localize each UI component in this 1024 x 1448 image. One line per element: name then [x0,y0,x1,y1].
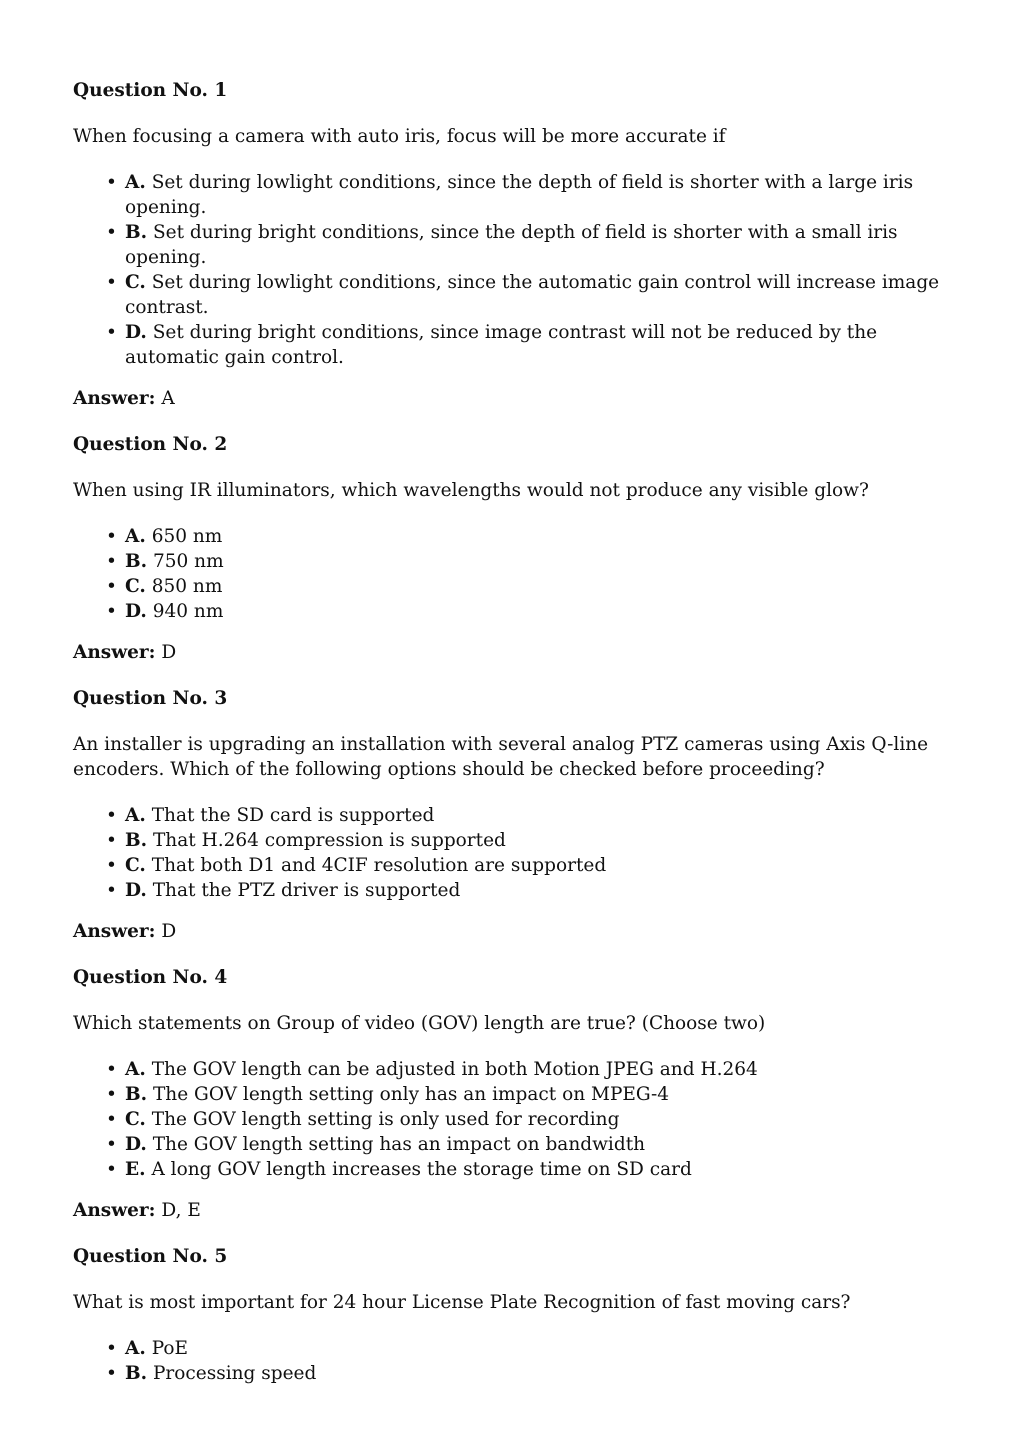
option-text: The GOV length setting has an impact on bandwidth [152,1134,646,1155]
option-letter: B. [125,222,148,243]
option-letter: D. [125,322,147,343]
bullet-icon: • [106,880,117,901]
option-text: Set during bright conditions, since the depth of field is shorter with a small iris opening. [125,222,898,268]
bullet-icon: • [106,601,117,622]
option-text: Set during lowlight conditions, since the automatic gain control will increase image contrast. [125,272,940,318]
bullet-icon: • [106,830,117,851]
bullet-icon: • [106,551,117,572]
option-item [73,220,963,270]
option-letter: D. [125,601,147,622]
option-text: 940 nm [152,601,224,622]
bullet-icon: • [106,222,117,243]
answer-line [73,386,963,411]
option-item [73,803,963,828]
question-text: An installer is upgrading an installation with several analog PTZ cameras using Axis Q-line encoders. Which of the following options should be checked before proceeding? [73,734,929,780]
option-item [73,170,963,220]
bullet-icon: • [106,272,117,293]
answer-label: Answer: [73,921,156,942]
document-page [73,78,963,1402]
option-letter: A. [125,526,146,547]
answer-value: D, E [161,1200,201,1221]
option-text: The GOV length can be adjusted in both Motion JPEG and H.264 [151,1059,758,1080]
option-text: That the PTZ driver is supported [152,880,461,901]
answer-label: Answer: [73,1200,156,1221]
option-letter: A. [125,172,146,193]
option-text: The GOV length setting only has an impact on MPEG-4 [152,1084,670,1105]
option-item [73,1336,963,1361]
bullet-icon: • [106,1338,117,1359]
bullet-icon: • [106,1059,117,1080]
option-letter: A. [125,1338,146,1359]
option-letter: A. [125,805,146,826]
question-4 [73,965,963,1223]
option-item [73,599,963,624]
option-letter: D. [125,880,147,901]
option-letter: C. [125,272,146,293]
answer-label: Answer: [73,388,156,409]
option-text: Processing speed [152,1363,317,1384]
option-letter: B. [125,1084,148,1105]
answer-line [73,640,963,665]
option-letter: C. [125,855,146,876]
option-item [73,524,963,549]
question-3 [73,686,963,944]
option-list [73,1057,963,1182]
bullet-icon: • [106,526,117,547]
option-item [73,1157,963,1182]
bullet-icon: • [106,1134,117,1155]
question-text: When using IR illuminators, which wavelengths would not produce any visible glow? [73,480,869,501]
bullet-icon: • [106,1159,117,1180]
option-text: 650 nm [151,526,223,547]
option-text: Set during lowlight conditions, since the depth of field is shorter with a large iris opening. [125,172,914,218]
option-item [73,1107,963,1132]
option-letter: B. [125,551,148,572]
question-text: When focusing a camera with auto iris, focus will be more accurate if [73,126,726,147]
option-item [73,853,963,878]
option-text: PoE [151,1338,189,1359]
bullet-icon: • [106,322,117,343]
option-item [73,1132,963,1157]
question-title: Question No. 1 [73,80,228,101]
option-text: Set during bright conditions, since image contrast will not be reduced by the automatic gain control. [125,322,878,368]
question-title: Question No. 3 [73,688,228,709]
answer-line [73,1198,963,1223]
bullet-icon: • [106,855,117,876]
option-text: That both D1 and 4CIF resolution are supported [151,855,607,876]
question-title: Question No. 5 [73,1246,228,1267]
option-item [73,1361,963,1386]
option-list [73,803,963,903]
question-5 [73,1244,963,1386]
option-item [73,1057,963,1082]
option-text: 750 nm [152,551,224,572]
option-letter: E. [125,1159,146,1180]
option-letter: C. [125,1109,146,1130]
option-item [73,1082,963,1107]
option-letter: C. [125,576,146,597]
question-title: Question No. 4 [73,967,228,988]
answer-label: Answer: [73,642,156,663]
bullet-icon: • [106,1084,117,1105]
question-1 [73,78,963,411]
option-letter: B. [125,830,148,851]
option-letter: D. [125,1134,147,1155]
option-text: That H.264 compression is supported [152,830,506,851]
option-list [73,170,963,370]
question-title: Question No. 2 [73,434,228,455]
option-letter: A. [125,1059,146,1080]
answer-value: D [161,921,177,942]
option-item [73,828,963,853]
option-letter: B. [125,1363,148,1384]
answer-value: A [161,388,175,409]
option-item [73,320,963,370]
option-item [73,574,963,599]
bullet-icon: • [106,1363,117,1384]
option-list [73,1336,963,1386]
option-item [73,270,963,320]
option-text: A long GOV length increases the storage time on SD card [151,1159,692,1180]
question-text: What is most important for 24 hour License Plate Recognition of fast moving cars? [73,1292,851,1313]
bullet-icon: • [106,1109,117,1130]
option-text: The GOV length setting is only used for recording [151,1109,620,1130]
bullet-icon: • [106,172,117,193]
option-item [73,549,963,574]
question-2 [73,432,963,665]
option-text: That the SD card is supported [151,805,435,826]
option-text: 850 nm [151,576,223,597]
answer-value: D [161,642,177,663]
question-text: Which statements on Group of video (GOV) length are true? (Choose two) [73,1013,766,1034]
answer-line [73,919,963,944]
option-item [73,878,963,903]
bullet-icon: • [106,805,117,826]
option-list [73,524,963,624]
bullet-icon: • [106,576,117,597]
